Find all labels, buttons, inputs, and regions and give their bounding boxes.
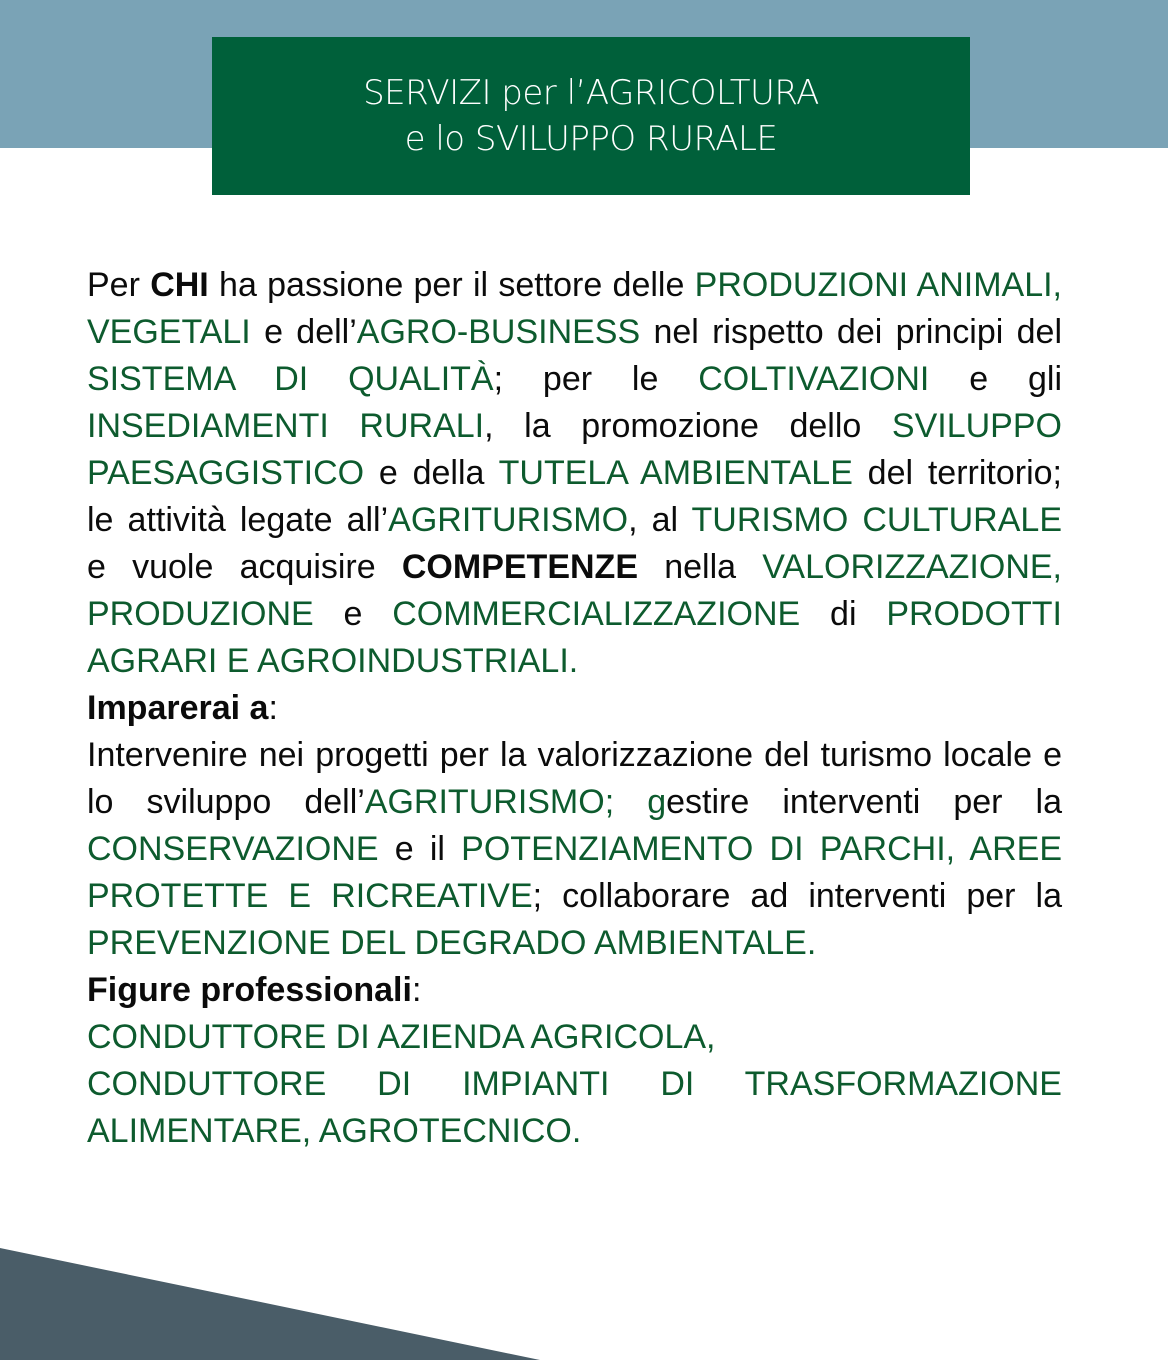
intro-text: e vuole acquisire <box>87 548 402 586</box>
learn-heading-colon: : <box>268 689 278 727</box>
figures-line-1 <box>87 1014 1062 1061</box>
intro-highlight: VALORIZZAZIONE, PRODUZIONE <box>87 548 1062 633</box>
figures-text: CONDUTTORE DI AZIENDA AGRICOLA, <box>87 1018 716 1056</box>
intro-highlight: TUTELA AMBIENTALE <box>498 454 853 492</box>
intro-text: di <box>800 595 887 633</box>
intro-text: ha passione per il settore delle <box>208 266 695 304</box>
intro-highlight: AGRO-BUSINESS <box>356 313 641 351</box>
figures-text: CONDUTTORE DI IMPIANTI DI TRASFORMAZIONE ALIMENTARE, AGROTECNICO. <box>87 1065 1062 1150</box>
intro-highlight: COMMERCIALIZZAZIONE <box>392 595 801 633</box>
learn-heading-text: Imparerai a <box>87 689 269 727</box>
intro-highlight: SVILUPPO PAESAGGISTICO <box>87 407 1062 492</box>
intro-text: e dell’ <box>250 313 357 351</box>
intro-keyword: CHI <box>150 266 209 304</box>
intro-highlight: PRODOTTI AGRARI E AGROINDUSTRIALI. <box>87 595 1062 680</box>
learn-text: e il <box>378 830 462 868</box>
learn-highlight: PREVENZIONE DEL DEGRADO AMBIENTALE. <box>87 924 817 962</box>
figures-heading-colon: : <box>411 971 422 1009</box>
intro-text: nella <box>638 548 763 586</box>
intro-text: e gli <box>929 360 1063 398</box>
intro-text: , al <box>628 501 692 539</box>
intro-highlight: TURISMO CULTURALE <box>691 501 1062 539</box>
learn-highlight: POTENZIAMENTO DI PARCHI, AREE PROTETTE E RICREATIVE <box>87 830 1063 915</box>
intro-text: Per <box>87 266 151 304</box>
intro-text: , la promozione dello <box>484 407 892 445</box>
learn-heading <box>87 685 1062 732</box>
learn-text: ; collaborare ad interventi per la <box>532 877 1063 915</box>
learn-highlight: CONSERVAZIONE <box>87 830 379 868</box>
intro-highlight: AGRITURISMO <box>388 501 629 539</box>
title-line-1: SERVIZI per l’AGRICOLTURA <box>363 73 819 113</box>
intro-highlight: COLTIVAZIONI <box>698 360 930 398</box>
title-banner <box>212 37 970 195</box>
learn-text: estire interventi per la <box>666 783 1062 821</box>
intro-paragraph <box>87 262 1062 685</box>
learn-highlight: AGRITURISMO; g <box>364 783 667 821</box>
title-line-2: e lo SVILUPPO RURALE <box>404 119 778 159</box>
figures-line-2 <box>87 1061 1062 1155</box>
intro-highlight: PRODUZIONI ANIMALI, VEGETALI <box>87 266 1063 351</box>
intro-keyword: COMPETENZE <box>401 548 638 586</box>
intro-highlight: INSEDIAMENTI RURALI <box>87 407 485 445</box>
learn-paragraph <box>87 732 1062 967</box>
intro-text: del territorio; le attività legate all’ <box>87 454 1062 539</box>
intro-text: ; per le <box>493 360 699 398</box>
figures-heading-text: Figure professionali <box>87 971 412 1009</box>
intro-text: e della <box>364 454 499 492</box>
intro-text: nel rispetto dei principi del <box>640 313 1062 351</box>
intro-highlight: SISTEMA DI QUALITÀ <box>87 360 494 398</box>
content <box>87 262 1062 1155</box>
figures-heading <box>87 967 1062 1014</box>
intro-text: e <box>313 595 393 633</box>
corner-triangle <box>0 1248 540 1360</box>
learn-text: Intervenire nei progetti per la valorizzazione del turismo locale e lo sviluppo dell’ <box>87 736 1062 821</box>
